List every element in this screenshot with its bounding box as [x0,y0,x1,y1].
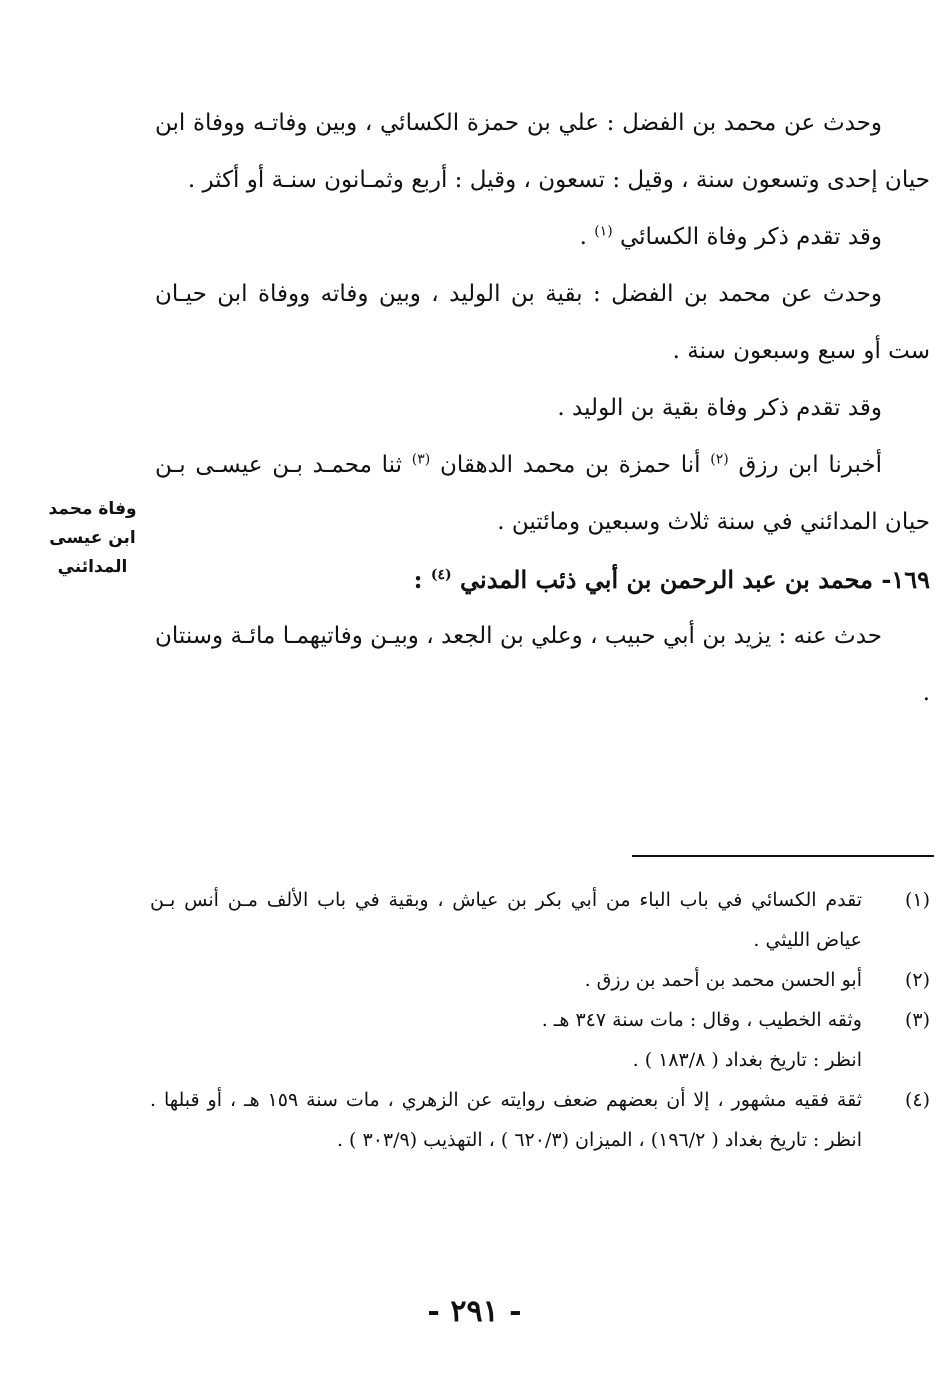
margin-note-line2: ابن عيسى [49,528,136,548]
paragraph-ibn-rizq-b: أنا حمزة بن محمد الدهقان [439,452,711,478]
paragraph-baqiyya-death: وحدث عن محمد بن الفضل : بقية بن الوليد ، وبين وفاته ووفاة ابن حيـان ست أو سبع وسبعون سنة . [155,281,930,364]
footnote-3 [150,1000,930,1040]
paragraph-kisai-death: وحدث عن محمد بن الفضل : علي بن حمزة الكسائي ، وبين وفاتـه ووفاة ابن حيان إحدى وتسعون سنة ، وقيل : تسعون ، وقيل : أربع وثمـانون سنـة أو أكثر . [155,110,930,193]
entry-heading-text: ١٦٩- محمد بن عبد الرحمن بن أبي ذئب المدني [460,565,930,594]
footnote-number: (٢) [904,969,930,991]
paragraph-ibn-rizq [155,437,930,551]
footnote-number: (٣) [904,1009,930,1031]
footnote-text: أبو الحسن محمد بن أحمد بن رزق . [584,969,862,991]
entry-heading-end: : [413,565,431,594]
footnote-1 [150,880,930,960]
paragraph-baqiyya-ref: وقد تقدم ذكر وفاة بقية بن الوليد . [557,395,882,421]
footnote-ref-2: (٢) [710,451,729,468]
entry-heading [155,551,930,608]
footnote-number: (٤) [904,1089,930,1111]
footnote-4 [150,1080,930,1160]
footnote-number: (١) [904,889,930,911]
paragraph-narrators: حدث عنه : يزيد بن أبي حبيب ، وعلي بن الجعد ، وبيـن وفاتيهمـا مائـة وسنتان . [155,623,930,706]
footnote-text: وثقه الخطيب ، وقال : مات سنة ٣٤٧ هـ . [541,1009,862,1031]
footnotes [150,880,930,1160]
footnote-ref-1: (١) [594,223,613,240]
paragraph-kisai-ref [155,209,930,266]
paragraph-kisai-ref-end: . [579,224,595,250]
footnote-ref-4: (٤) [430,567,452,583]
paragraph-ibn-rizq-a: أخبرنا ابن رزق [738,452,882,478]
footnote-text: ثقة فقيه مشهور ، إلا أن بعضهم ضعف روايته عن الزهري ، مات سنة ١٥٩ هـ ، أو قبلها . انظر : تاريخ بغداد ( ١٩٦/٢) ، الميزان (٦٢٠/٣ ) ، التهذيب (٣٠٣/٩ ) . [150,1089,862,1151]
margin-note-line3: المدائني [57,557,128,577]
footnote-2 [150,960,930,1000]
paragraph-kisai-ref-text: وقد تقدم ذكر وفاة الكسائي [619,224,882,250]
margin-note-line1: وفاة محمد [48,499,137,519]
footnote-ref-3: (٣) [411,451,431,468]
footnote-3-reference: انظر : تاريخ بغداد ( ١٨٣/٨ ) . [632,1049,862,1071]
footnote-divider [632,855,934,857]
main-text [155,95,930,722]
page-number: - ٢٩١ - [427,1294,522,1329]
footnote-text: تقدم الكسائي في باب الباء من أبي بكر بن عياش ، وبقية في باب الألف مـن أنس بـن عياض الليثي . [150,889,862,951]
paragraph-ibn-rizq-c: ثنا محمـد بـن عيسـى بـن حيان المدائني في سنة ثلاث وسبعين ومائتين . [155,452,930,535]
margin-note [30,495,155,582]
